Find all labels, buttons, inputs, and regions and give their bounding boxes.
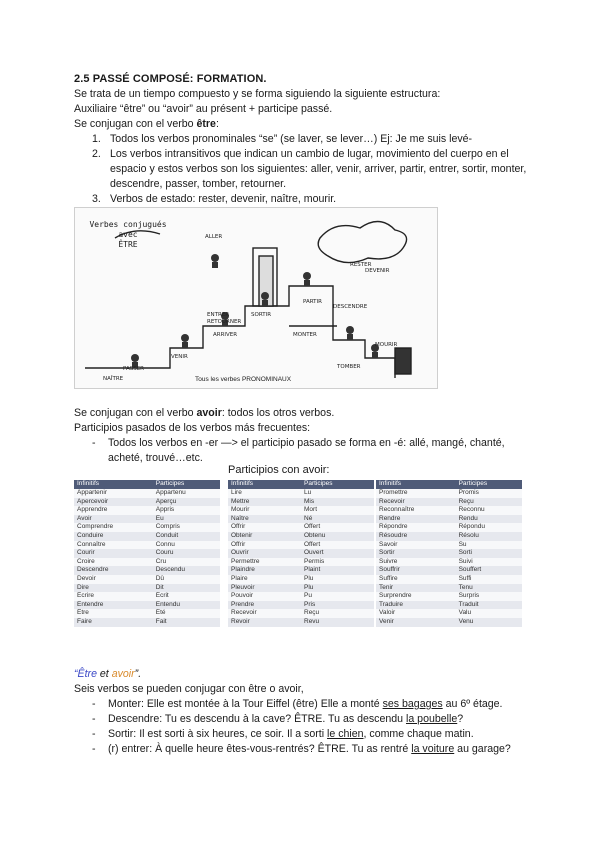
table-row — [74, 575, 220, 584]
etre-list-num-2: 2. — [92, 148, 101, 160]
infinitive-cell: Suffire — [376, 575, 456, 584]
infinitive-cell: Ouvrir — [228, 549, 301, 558]
participle-cell: Répondu — [456, 523, 522, 532]
infinitive-cell: Appartenir — [74, 489, 153, 498]
infinitive-cell: Lire — [228, 489, 301, 498]
example-2-object: la poubelle — [405, 713, 458, 725]
example-dash-1: - — [92, 698, 96, 710]
infinitive-cell: Permettre — [228, 558, 301, 567]
avoir-intro-bold: avoir — [196, 407, 222, 419]
example-2-end: ? — [457, 713, 464, 725]
infinitive-cell: Naître — [228, 515, 301, 524]
example-2-text: Descendre: Tu es descendu à la cave? ÊTRE. Tu as descendu — [108, 713, 406, 725]
table-row — [376, 498, 522, 507]
participle-cell: Suffi — [456, 575, 522, 584]
infinitive-cell: Apercevoir — [74, 498, 153, 507]
infinitive-cell: Écrire — [74, 592, 153, 601]
etre-intro — [74, 117, 219, 132]
table-row — [228, 575, 374, 584]
er-rule-dash: - — [92, 437, 96, 449]
table-row — [376, 532, 522, 541]
table-row — [376, 541, 522, 550]
table-row — [74, 498, 220, 507]
infinitive-cell: Pleuvoir — [228, 584, 301, 593]
participle-cell: Valu — [456, 609, 522, 618]
participle-cell: Permis — [301, 558, 374, 567]
participle-cell: Surpris — [456, 592, 522, 601]
label-retourner: RETOURNER — [207, 319, 242, 325]
table-row — [228, 506, 374, 515]
table-row — [228, 558, 374, 567]
participle-cell: Entendu — [153, 601, 220, 610]
participios-intro: Participios pasados de los verbos más frecuentes: — [74, 422, 311, 434]
table-row — [228, 592, 374, 601]
illustration-title — [79, 220, 177, 250]
participle-cell: Reçu — [301, 609, 374, 618]
table-row — [74, 489, 220, 498]
six-verbs-line: Seis verbos se pueden conjugar con être o avoir, — [74, 683, 304, 695]
participle-cell: Connu — [153, 541, 220, 550]
participle-table-3 — [376, 480, 522, 627]
etre-verbs-illustration — [74, 207, 438, 389]
infinitive-cell: Valoir — [376, 609, 456, 618]
infinitive-cell: Revoir — [228, 618, 301, 627]
table-row — [74, 549, 220, 558]
participle-cell: Eu — [153, 515, 220, 524]
table-row — [228, 566, 374, 575]
participle-cell: Obtenu — [301, 532, 374, 541]
participle-cell: Promis — [456, 489, 522, 498]
intro-line-1: Se trata de un tiempo compuesto y se forma siguiendo la siguiente estructura: — [74, 88, 441, 100]
infinitive-cell: Mettre — [228, 498, 301, 507]
infinitive-cell: Obtenir — [228, 532, 301, 541]
participle-cell: Pris — [301, 601, 374, 610]
etre-avoir-heading — [74, 667, 141, 682]
table-row — [228, 609, 374, 618]
illustration-title-line-2: ÊTRE — [118, 240, 138, 249]
participle-cell: Fait — [153, 618, 220, 627]
example-1 — [108, 697, 538, 712]
table-row — [376, 601, 522, 610]
heading-end: ”. — [134, 668, 142, 680]
label-monter: MONTER — [293, 332, 317, 338]
participle-cell: Écrit — [153, 592, 220, 601]
section-title: 2.5 PASSÉ COMPOSÉ: FORMATION. — [74, 73, 267, 85]
table-row — [74, 523, 220, 532]
table-row — [376, 592, 522, 601]
example-3-text: Sortir: Il est sorti à six heures, ce soir. Il a sorti — [108, 728, 328, 740]
participle-cell: Dû — [153, 575, 220, 584]
participle-cell: Dit — [153, 584, 220, 593]
participle-cell: Rendu — [456, 515, 522, 524]
label-venir: VENIR — [171, 354, 188, 360]
table-row — [376, 506, 522, 515]
table-row — [228, 523, 374, 532]
label-aller: ALLER — [205, 234, 223, 240]
participle-cell: Traduit — [456, 601, 522, 610]
table-row — [228, 549, 374, 558]
table-row — [376, 609, 522, 618]
table-row — [74, 506, 220, 515]
infinitive-cell: Offrir — [228, 523, 301, 532]
participle-cell: Aperçu — [153, 498, 220, 507]
label-naitre: NAÎTRE — [103, 376, 124, 382]
table-row — [228, 584, 374, 593]
table-row — [228, 498, 374, 507]
participle-cell: Plu — [301, 584, 374, 593]
table-row — [376, 549, 522, 558]
label-devenir: DEVENIR — [365, 268, 390, 274]
example-1-end: au 6º étage. — [442, 698, 503, 710]
avoir-intro-text: Se conjugan con el verbo — [74, 407, 197, 419]
etre-intro-bold: être — [196, 118, 216, 130]
table-row — [74, 541, 220, 550]
participle-cell: Su — [456, 541, 522, 550]
table-row — [228, 601, 374, 610]
example-4-end: au garage? — [454, 743, 511, 755]
infinitive-cell: Connaître — [74, 541, 153, 550]
infinitive-cell: Suivre — [376, 558, 456, 567]
infinitive-cell: Reconnaître — [376, 506, 456, 515]
infinitive-cell: Recevoir — [376, 498, 456, 507]
table-row — [74, 566, 220, 575]
etre-list-num-1: 1. — [92, 133, 101, 145]
table-row — [74, 609, 220, 618]
table-row — [74, 532, 220, 541]
er-rule: Todos los verbos en -er —> el participio pasado se forma en -é: allé, mangé, chanté, acheté, trouvé…etc. — [108, 437, 505, 464]
infinitive-cell: Savoir — [376, 541, 456, 550]
etre-intro-colon: : — [215, 118, 219, 130]
infinitive-cell: Avoir — [74, 515, 153, 524]
participle-cell: Compris — [153, 523, 220, 532]
participle-cell: Venu — [456, 618, 522, 627]
illustration-footer: Tous les verbes PRONOMINAUX — [195, 376, 292, 383]
participle-cell: Résolu — [456, 532, 522, 541]
infinitive-cell: Dire — [74, 584, 153, 593]
example-3-end: , comme chaque matin. — [363, 728, 474, 740]
intro-line-2: Auxiliaire “être” ou “avoir” au présent + participe passé. — [74, 103, 333, 115]
header-participes: Participes — [456, 480, 522, 489]
heading-etre: “Être — [74, 668, 97, 680]
infinitive-cell: Promettre — [376, 489, 456, 498]
infinitive-cell: Tenir — [376, 584, 456, 593]
table-header-row — [74, 480, 220, 489]
table-row — [376, 618, 522, 627]
header-participes: Participes — [301, 480, 374, 489]
table-row — [376, 489, 522, 498]
infinitive-cell: Venir — [376, 618, 456, 627]
label-descendre: DESCENDRE — [333, 304, 368, 310]
infinitive-cell: Conduire — [74, 532, 153, 541]
example-2 — [108, 712, 538, 727]
header-infinitifs: Infinitifs — [228, 480, 301, 489]
infinitive-cell: Plaire — [228, 575, 301, 584]
infinitive-cell: Descendre — [74, 566, 153, 575]
participle-table-2 — [228, 480, 374, 627]
example-3 — [108, 727, 538, 742]
example-1-text: Monter: Elle est montée à la Tour Eiffel (être) Elle a monté — [108, 698, 383, 710]
illustration-title-line-1: Verbes conjugués avec — [89, 220, 167, 239]
participle-cell: Conduit — [153, 532, 220, 541]
infinitive-cell: Plaindre — [228, 566, 301, 575]
participle-cell: Revu — [301, 618, 374, 627]
infinitive-cell: Pouvoir — [228, 592, 301, 601]
participle-cell: Couru — [153, 549, 220, 558]
participle-cell: Été — [153, 609, 220, 618]
participle-cell: Suivi — [456, 558, 522, 567]
participle-cell: Ouvert — [301, 549, 374, 558]
example-dash-2: - — [92, 713, 96, 725]
infinitive-cell: Surprendre — [376, 592, 456, 601]
participle-cell: Appartenu — [153, 489, 220, 498]
label-entrer: ENTRER — [207, 312, 230, 318]
infinitive-cell: Traduire — [376, 601, 456, 610]
example-4 — [108, 742, 538, 757]
example-4-text: (r) entrer: À quelle heure êtes-vous-rentrés? ÊTRE. Tu as rentré — [108, 743, 412, 755]
table-row — [74, 592, 220, 601]
header-infinitifs: Infinitifs — [376, 480, 456, 489]
infinitive-cell: Souffrir — [376, 566, 456, 575]
infinitive-cell: Rendre — [376, 515, 456, 524]
heading-et: et — [96, 668, 112, 680]
label-tomber: TOMBER — [337, 364, 361, 370]
table-row — [228, 532, 374, 541]
participle-cell: Reconnu — [456, 506, 522, 515]
participle-cell: Descendu — [153, 566, 220, 575]
table-row — [376, 566, 522, 575]
table-row — [228, 489, 374, 498]
participle-cell: Né — [301, 515, 374, 524]
table-header-row — [376, 480, 522, 489]
infinitive-cell: Devoir — [74, 575, 153, 584]
infinitive-cell: Résoudre — [376, 532, 456, 541]
participle-cell: Sorti — [456, 549, 522, 558]
table-row — [74, 601, 220, 610]
participle-cell: Offert — [301, 523, 374, 532]
heading-avoir: avoir — [111, 668, 135, 680]
infinitive-cell: Faire — [74, 618, 153, 627]
table-row — [74, 558, 220, 567]
participle-cell: Mis — [301, 498, 374, 507]
participle-cell: Cru — [153, 558, 220, 567]
example-dash-3: - — [92, 728, 96, 740]
etre-list-item-2: Los verbos intransitivos que indican un cambio de lugar, movimiento del cuerpo en el espacio y estos verbos son los siguientes: aller, venir, arriver, partir, entrer, sortir, monter, descendre, passer, tomber, retourner. — [110, 148, 527, 190]
participle-cell: Mort — [301, 506, 374, 515]
participle-table-1 — [74, 480, 220, 627]
table-row — [376, 584, 522, 593]
table-row — [228, 541, 374, 550]
infinitive-cell: Prendre — [228, 601, 301, 610]
infinitive-cell: Répondre — [376, 523, 456, 532]
example-dash-4: - — [92, 743, 96, 755]
table-row — [376, 575, 522, 584]
participle-cell: Reçu — [456, 498, 522, 507]
infinitive-cell: Entendre — [74, 601, 153, 610]
participle-cell: Lu — [301, 489, 374, 498]
avoir-intro-rest: : todos los otros verbos. — [221, 407, 335, 419]
etre-intro-text: Se conjugan con el verbo — [74, 118, 197, 130]
table-row — [376, 523, 522, 532]
label-partir: PARTIR — [303, 299, 322, 305]
example-1-object: ses bagages — [382, 698, 443, 710]
participle-cell: Offert — [301, 541, 374, 550]
participle-cell: Appris — [153, 506, 220, 515]
infinitive-cell: Croire — [74, 558, 153, 567]
table-row — [376, 558, 522, 567]
etre-list-item-1: Todos los verbos pronominales “se” (se laver, se lever…) Ej: Je me suis levé- — [110, 133, 473, 145]
table-row — [228, 515, 374, 524]
participle-cell: Pu — [301, 592, 374, 601]
avoir-intro — [74, 406, 334, 421]
participle-cell: Plu — [301, 575, 374, 584]
table-row — [376, 515, 522, 524]
etre-list-num-3: 3. — [92, 193, 101, 205]
infinitive-cell: Apprendre — [74, 506, 153, 515]
label-rester: RESTER — [350, 262, 372, 268]
participle-cell: Souffert — [456, 566, 522, 575]
table-row — [74, 618, 220, 627]
table-caption: Participios con avoir: — [228, 464, 330, 476]
infinitive-cell: Comprendre — [74, 523, 153, 532]
header-infinitifs: Infinitifs — [74, 480, 153, 489]
participle-cell: Plaint — [301, 566, 374, 575]
infinitive-cell: Recevoir — [228, 609, 301, 618]
label-mourir: MOURIR — [375, 342, 398, 348]
infinitive-cell: Mourir — [228, 506, 301, 515]
label-arriver: ARRIVER — [213, 332, 238, 338]
participle-cell: Tenu — [456, 584, 522, 593]
label-passer: PASSER — [123, 366, 145, 372]
example-4-object: la voiture — [411, 743, 455, 755]
infinitive-cell: Offrir — [228, 541, 301, 550]
table-header-row — [228, 480, 374, 489]
table-row — [228, 618, 374, 627]
infinitive-cell: Courir — [74, 549, 153, 558]
table-row — [74, 515, 220, 524]
example-3-object: le chien — [327, 728, 364, 740]
label-sortir: SORTIR — [251, 312, 272, 318]
header-participes: Participes — [153, 480, 220, 489]
etre-list-item-3: Verbos de estado: rester, devenir, naître, mourir. — [110, 193, 337, 205]
infinitive-cell: Être — [74, 609, 153, 618]
infinitive-cell: Sortir — [376, 549, 456, 558]
table-row — [74, 584, 220, 593]
